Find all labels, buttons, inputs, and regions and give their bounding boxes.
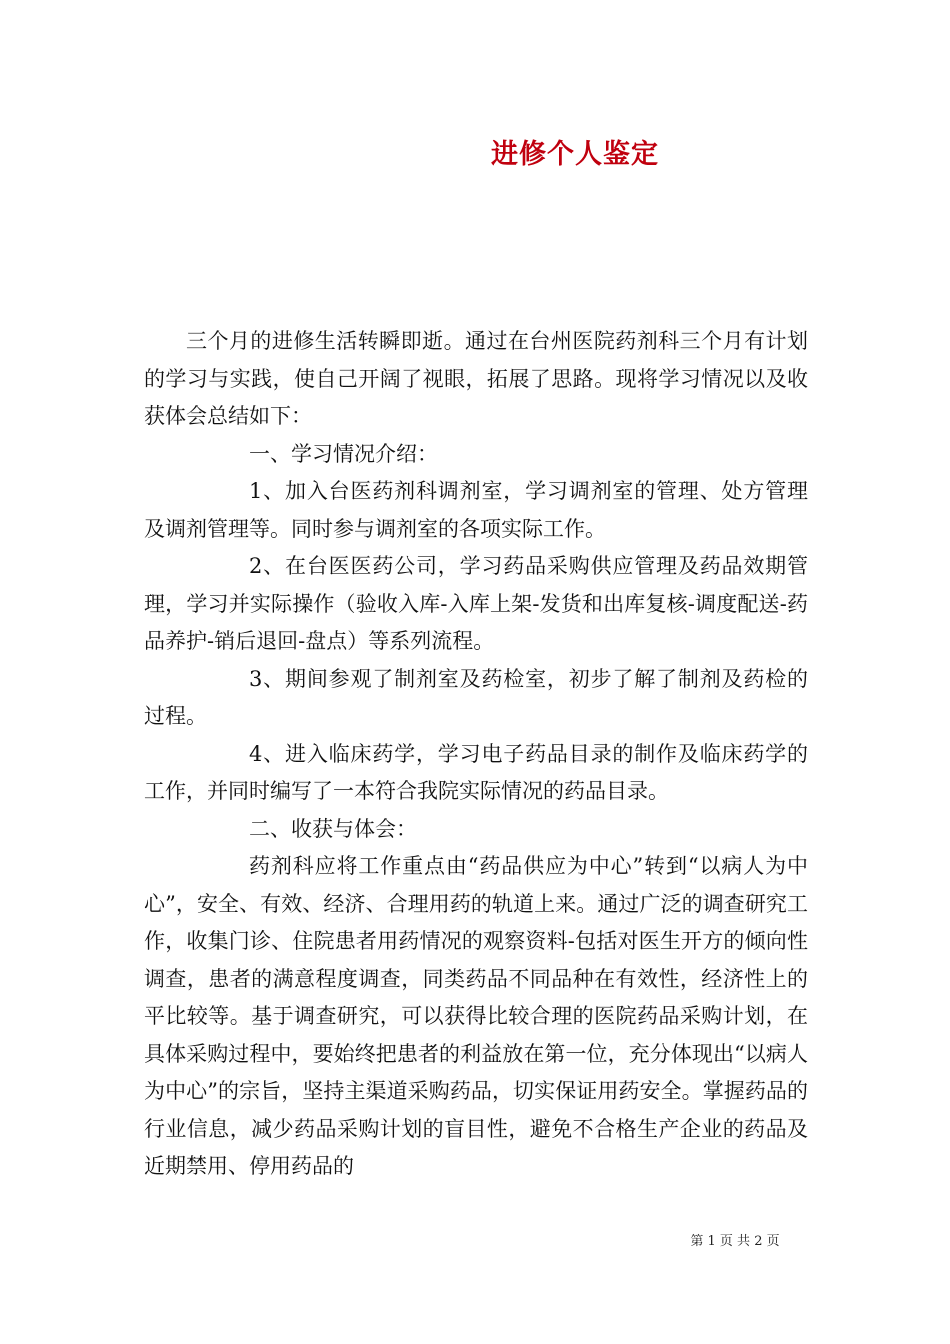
paragraph-item-3: 3、期间参观了制剂室及药检室，初步了解了制剂及药检的过程。 xyxy=(144,666,808,728)
paragraph-intro: 三个月的进修生活转瞬即逝。通过在台州医院药剂科三个月有计划的学习与实践，使自己开阔了视眼，拓展了思路。现将学习情况以及收获体会总结如下： xyxy=(144,329,808,428)
paragraph-item-2: 2、在台医医药公司，学习药品采购供应管理及药品效期管理，学习并实际操作（验收入库-入库上架-发货和出库复核-调度配送-药品养护-销后退回-盘点）等系列流程。 xyxy=(144,554,808,653)
section-heading-harvest: 二、收获与体会： xyxy=(249,816,417,841)
page-number-footer: 第 1 页 共 2 页 xyxy=(690,1234,780,1249)
section-heading-study: 一、学习情况介绍： xyxy=(249,441,438,466)
paragraph-harvest: 药剂科应将工作重点由“药品供应为中心”转到“以病人为中心”，安全、有效、经济、合理用药的轨道上来。通过广泛的调查研究工作，收集门诊、住院患者用药情况的观察资料-包括对医生开方的倾向性调查，患者的满意程度调查，同类药品不同品种在有效性，经济性上的平比较等。基于调查研究，可以获得比较合理的医院药品采购计划，在具体采购过程中，要始终把患者的利益放在第一位，充分体现出“以病人为中心”的宗旨，坚持主渠道采购药品，切实保证用药安全。掌握药品的行业信息，减少药品采购计划的盲目性，避免不合格生产企业的药品及近期禁用、停用药品的 xyxy=(144,854,808,1178)
paragraph-item-4: 4、进入临床药学，学习电子药品目录的制作及临床药学的工作，并同时编写了一本符合我院实际情况的药品目录。 xyxy=(144,741,808,803)
document-body xyxy=(144,323,808,1186)
paragraph-item-1: 1、加入台医药剂科调剂室，学习调剂室的管理、处方管理及调剂管理等。同时参与调剂室的各项实际工作。 xyxy=(144,479,808,541)
document-title: 进修个人鉴定 xyxy=(491,139,659,170)
